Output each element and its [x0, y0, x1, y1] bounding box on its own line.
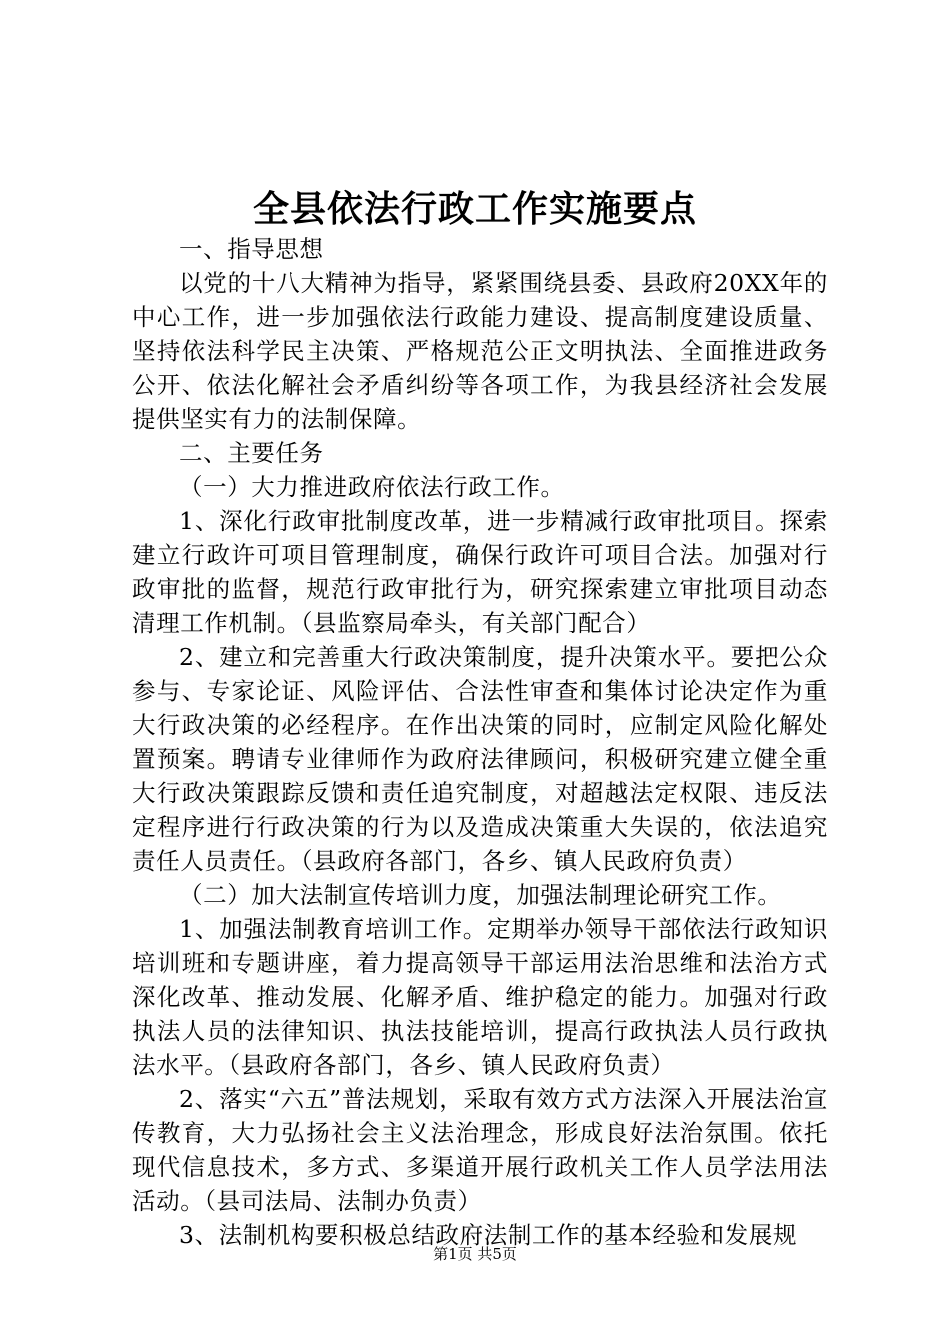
paragraph-task-2-2: 2、落实“六五”普法规划，采取有效方式方法深入开展法治宣传教育，大力弘扬社会主义法治理念，形成良好法治氛围。依托现代信息技术，多方式、多渠道开展行政机关工作人员学法用法活动。（县司法局、法制办负责） — [132, 1085, 828, 1215]
subsection-heading-2: （二）加大法制宣传培训力度，加强法制理论研究工作。 — [179, 881, 782, 909]
paragraph-task-1-1: 1、深化行政审批制度改革，进一步精减行政审批项目。探索建立行政许可项目管理制度，确保行政许可项目合法。加强对行政审批的监督，规范行政审批行为，研究探索建立审批项目动态清理工作机制。（县监察局牵头，有关部门配合） — [132, 507, 828, 637]
paragraph-task-2-3: 3、法制机构要积极总结政府法制工作的基本经验和发展规 — [179, 1221, 798, 1249]
paragraph-guiding-thought: 以党的十八大精神为指导，紧紧围绕县委、县政府20XX年的中心工作，进一步加强依法行政能力建设、提高制度建设质量、坚持依法科学民主决策、严格规范公正文明执法、全面推进政务公开、依法化解社会矛盾纠纷等各项工作，为我县经济社会发展提供坚实有力的法制保障。 — [132, 269, 828, 433]
paragraph-task-2-1: 1、加强法制教育培训工作。定期举办领导干部依法行政知识培训班和专题讲座，着力提高领导干部运用法治思维和法治方式深化改革、推动发展、化解矛盾、维护稳定的能力。加强对行政执法人员的法律知识、执法技能培训，提高行政执法人员行政执法水平。（县政府各部门，各乡、镇人民政府负责） — [132, 915, 828, 1079]
section-heading-main-tasks: 二、主要任务 — [179, 439, 324, 467]
document-body — [132, 232, 828, 1252]
document-title: 全县依法行政工作实施要点 — [252, 188, 697, 230]
subsection-heading-1: （一）大力推进政府依法行政工作。 — [179, 473, 565, 501]
page-number-footer: 第1页 共5页 — [433, 1245, 517, 1263]
section-heading-guiding-thought: 一、指导思想 — [179, 235, 324, 263]
paragraph-task-1-2: 2、建立和完善重大行政决策制度，提升决策水平。要把公众参与、专家论证、风险评估、合法性审查和集体讨论决定作为重大行政决策的必经程序。在作出决策的同时，应制定风险化解处置预案。聘请专业律师作为政府法律顾问，积极研究建立健全重大行政决策跟踪反馈和责任追究制度，对超越法定权限、违反法定程序进行行政决策的行为以及造成决策重大失误的，依法追究责任人员责任。（县政府各部门，各乡、镇人民政府负责） — [132, 643, 828, 875]
